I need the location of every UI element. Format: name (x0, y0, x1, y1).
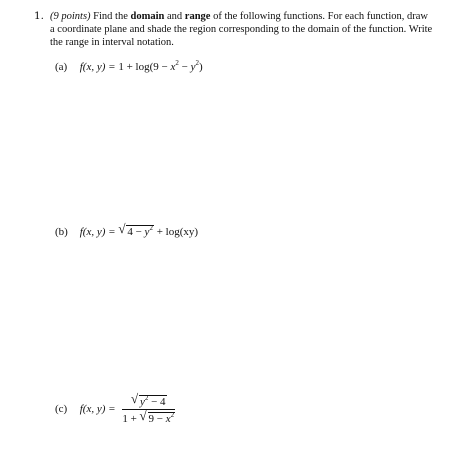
part-a-label: (a) (55, 61, 68, 73)
part-a-close-paren: ) (198, 61, 203, 73)
problem-instructions (50, 10, 460, 49)
part-a-var-y: y (190, 61, 196, 73)
range-keyword: range (184, 11, 211, 22)
numerator-var-y: y (139, 396, 145, 408)
numerator-exp: 2 (144, 394, 149, 402)
problem-number: 1. (34, 10, 45, 22)
radicand-text: 4 − (127, 226, 145, 238)
part-b-label: (b) (55, 226, 68, 238)
domain-keyword: domain (130, 11, 165, 22)
numerator-tail: − 4 (148, 396, 166, 408)
denominator-radicand-text: 9 − (148, 413, 166, 425)
points-label: (9 points) (50, 11, 91, 22)
denominator-exp: 2 (170, 411, 175, 419)
part-b-sqrt (118, 221, 154, 238)
numerator-radicand (139, 395, 167, 408)
part-b-tail: + log(xy) (153, 226, 199, 238)
part-c-denominator (122, 410, 175, 425)
part-b-radicand (126, 225, 154, 238)
part-b-exp: 2 (149, 224, 153, 232)
instructions-text: and (164, 11, 185, 22)
part-c-numerator (122, 391, 175, 410)
part-b-var-y: y (144, 226, 150, 238)
denominator-sqrt (139, 408, 176, 425)
instructions-line-3: the range in interval notation. (50, 37, 174, 48)
radical-sign-icon: √ (139, 408, 147, 423)
numerator-sqrt (130, 391, 167, 408)
denominator-var-x: x (165, 413, 171, 425)
part-c-label: (c) (55, 403, 68, 416)
instructions-line-2: a coordinate plane and shade the region corresponding to the domain of the function. Write (50, 24, 433, 35)
part-a-var-x: x (170, 61, 176, 73)
part-c-lhs: f(x, y) = (79, 403, 119, 416)
part-b (55, 221, 199, 238)
part-a-lhs: f(x, y) = (79, 61, 119, 73)
part-a-rhs: 1 + log(9 − (118, 61, 171, 73)
part-a (55, 59, 203, 73)
radical-sign-icon: √ (118, 221, 126, 236)
part-c (55, 391, 175, 425)
part-a-exp: 2 (195, 59, 199, 67)
instructions-line-1 (50, 10, 460, 23)
part-a-minus: − (178, 61, 191, 73)
denominator-text: 1 + (122, 413, 140, 425)
instructions-text: of the following functions. For each function, draw (210, 11, 428, 22)
part-b-lhs: f(x, y) = (79, 226, 119, 238)
part-a-exp: 2 (175, 59, 179, 67)
radical-sign-icon: √ (130, 391, 139, 406)
part-c-fraction (122, 391, 175, 425)
instructions-text: Find the (93, 11, 131, 22)
denominator-radicand (148, 412, 176, 425)
